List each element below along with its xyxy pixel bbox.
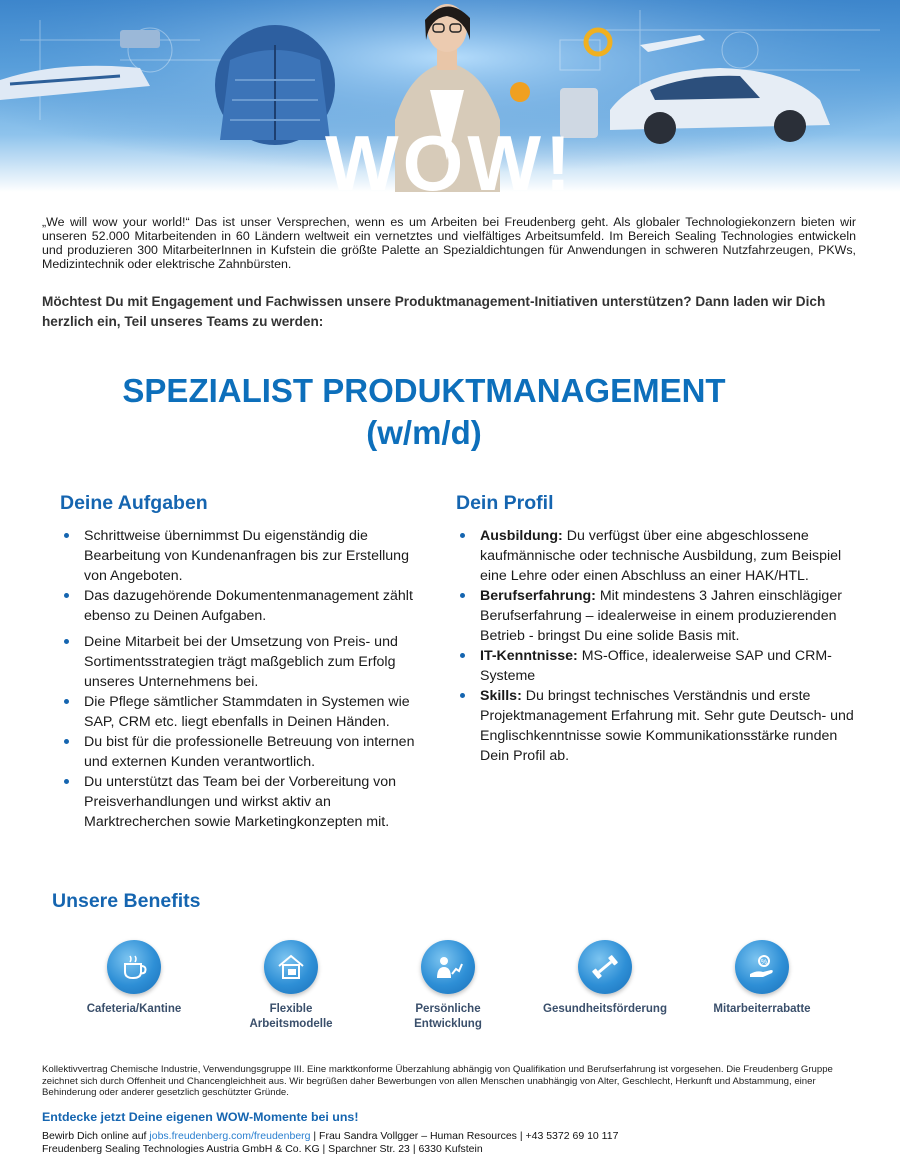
job-title-line2: (w/m/d) [366, 414, 482, 451]
bullet-icon [460, 593, 465, 598]
company-address: Freudenberg Sealing Technologies Austria GmbH & Co. KG | Sparchner Str. 23 | 6330 Kufstein [42, 1142, 483, 1155]
benefit-personal-development: Persönliche Entwicklung [373, 940, 523, 1032]
home-office-icon [264, 940, 318, 994]
tasks-list [60, 526, 432, 832]
benefit-health: Gesundheitsförderung [530, 940, 680, 1017]
bullet-icon [460, 693, 465, 698]
list-item: Ausbildung: Du verfügst über eine abgeschlossene kaufmännische oder technische Ausbildung, zum Beispiel eine Lehre oder einen Abschluss an einer HAK/HTL. [456, 526, 861, 586]
fine-print: Kollektivvertrag Chemische Industrie, Verwendungsgruppe III. Eine marktkonforme Überzahlung abhängig von Qualifikation und Berufserfahrung ist vorgesehen. Die Freudenberg Gruppe zeichnet sich durch Offenheit und Chancengleichheit aus. Wir begrüßen daher Bewerbungen von allen Menschen unabhängig von Alter, Geschlecht, Herkunft und Abstammung, einer Behinderung oder anderer gesetzlich geschützter Gründe. [42, 1064, 833, 1098]
bullet-icon [460, 653, 465, 658]
bullet-icon [460, 533, 465, 538]
benefit-flexible-work: Flexible Arbeitsmodelle [216, 940, 366, 1032]
benefit-discounts: % Mitarbeiterrabatte [687, 940, 837, 1017]
bullet-icon [64, 699, 69, 704]
jacket-illustration [215, 25, 335, 145]
lead-paragraph: Möchtest Du mit Engagement und Fachwissen unsere Produktmanagement-Initiativen unterstützen? Dann laden wir Dich herzlich ein, Teil unseres Teams zu werden: [42, 294, 826, 329]
list-item: Du unterstützt das Team bei der Vorbereitung von Preisverhandlungen und wirkst aktiv an Marktrecherchen sowie Marketingkonzepten mit. [60, 772, 432, 832]
bullet-icon [64, 779, 69, 784]
bullet-icon [64, 533, 69, 538]
cta-text: Entdecke jetzt Deine eigenen WOW-Momente bei uns! [42, 1110, 359, 1124]
profile-list [456, 526, 861, 766]
contact-block [42, 1130, 618, 1155]
benefits-heading: Unsere Benefits [52, 890, 201, 912]
dumbbell-icon [578, 940, 632, 994]
apply-line: Bewirb Dich online auf jobs.freudenberg.com/freudenberg | Frau Sandra Vollgger – Human Resources | +43 5372 69 10 117 [42, 1130, 619, 1142]
bullet-icon [64, 639, 69, 644]
list-item: Schrittweise übernimmst Du eigenständig die Bearbeitung von Kundenanfragen bis zur Erstellung von Angeboten. [60, 526, 432, 586]
job-title-line1: SPEZIALIST PRODUKTMANAGEMENT [122, 372, 726, 409]
list-item: Skills: Du bringst technisches Verständnis und erste Projektmanagement Erfahrung mit. Sehr gute Deutsch- und Englischkenntnisse sowie Kommunikationsstärke runden Dein Profil ab. [456, 686, 861, 766]
bullet-icon [64, 739, 69, 744]
list-item: Berufserfahrung: Mit mindestens 3 Jahren einschlägiger Berufserfahrung – idealerweise in einem produzierenden Betrieb - bringst Du eine solide Basis mit. [456, 586, 861, 646]
tasks-heading: Deine Aufgaben [60, 492, 208, 514]
hero-illustration [0, 0, 900, 192]
list-item: Deine Mitarbeit bei der Umsetzung von Preis- und Sortimentsstrategien trägt maßgeblich zum Erfolg unseres Unternehmens bei. [60, 632, 432, 692]
list-item: Die Pflege sämtlicher Stammdaten in Systemen wie SAP, CRM etc. liegt ebenfalls in Deinen Händen. [60, 692, 432, 732]
intro-paragraph: „We will wow your world!“ Das ist unser Versprechen, wenn es um Arbeiten bei Freudenberg geht. Als globaler Technologiekonzern bieten wir unseren 52.000 Mitarbeitenden in 60 Ländern weltweit ein vernetztes und vielfältiges Arbeitsumfeld. Im Bereich Sealing Technologies entwickeln und produzieren 300 MitarbeiterInnen in Kufstein die größte Palette an Spezialdichtungen für Anwendungen in schweren Nutzfahrzeugen, PKWs, Medizintechnik oder elektrische Zahnbürsten. [42, 215, 856, 271]
hero-banner [0, 0, 900, 192]
list-item: IT-Kenntnisse: MS-Office, idealerweise SAP und CRM-Systeme [456, 646, 861, 686]
list-item: Du bist für die professionelle Betreuung von internen und externen Kunden verantwortlich. [60, 732, 432, 772]
bullet-icon [64, 593, 69, 598]
growth-person-icon [421, 940, 475, 994]
wow-logo-text: WOW! [325, 119, 575, 192]
profile-heading: Dein Profil [456, 492, 554, 514]
job-title [0, 370, 848, 454]
list-item: Das dazugehörende Dokumentenmanagement zählt ebenso zu Deinen Aufgaben. [60, 586, 432, 626]
jobs-link[interactable]: jobs.freudenberg.com/freudenberg [149, 1130, 311, 1142]
discount-hand-icon [735, 940, 789, 994]
svg-text:%: % [760, 959, 768, 966]
benefit-cafeteria: Cafeteria/Kantine [59, 940, 209, 1017]
coffee-cup-icon [107, 940, 161, 994]
